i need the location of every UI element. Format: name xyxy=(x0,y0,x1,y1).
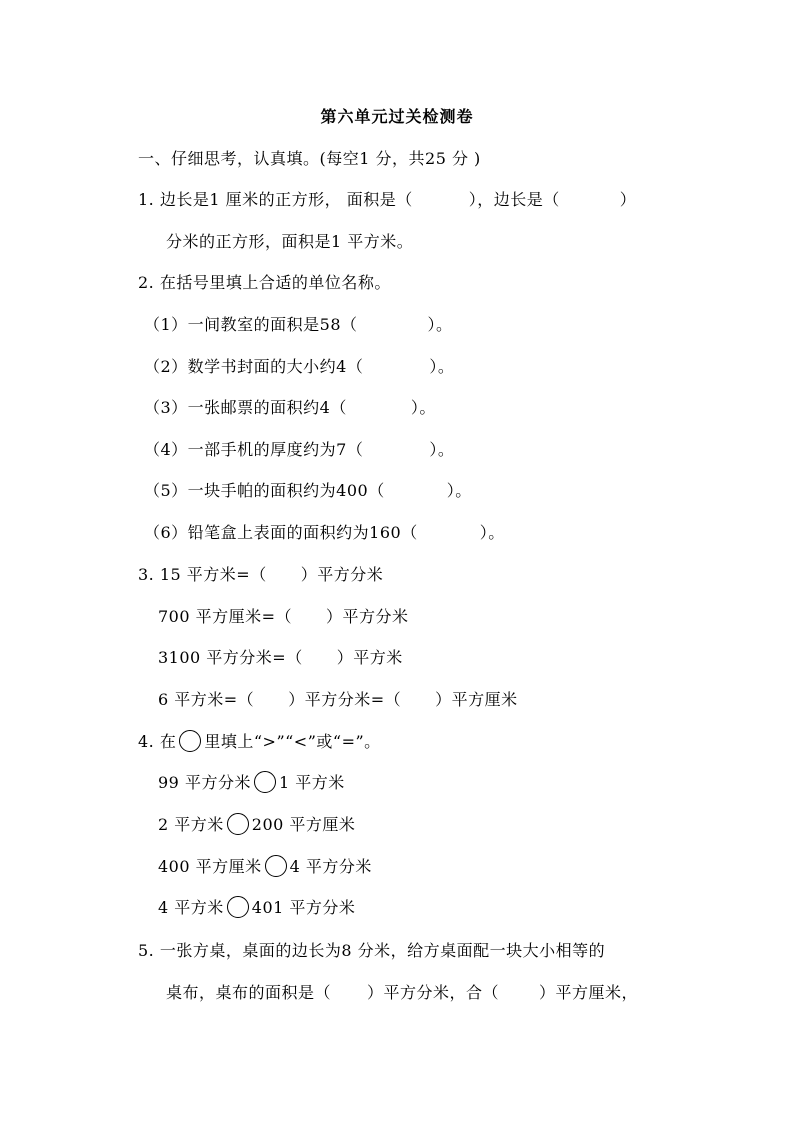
q3-text: ）平方厘米 xyxy=(435,690,518,709)
compare-right: 4 平方分米 xyxy=(289,857,372,876)
page-title: 第六单元过关检测卷 xyxy=(320,107,474,126)
compare-right: 1 平方米 xyxy=(278,773,345,792)
question-3-line xyxy=(158,606,409,628)
item-text: ）。 xyxy=(427,315,453,334)
item-text: （3）一张邮票的面积约4（ xyxy=(144,398,347,417)
question-3-line xyxy=(138,564,383,586)
question-3-line xyxy=(158,689,518,711)
question-5-line-2 xyxy=(166,982,638,1004)
q4-text: 4. 在 xyxy=(138,732,177,751)
compare-circle-icon xyxy=(179,730,201,752)
item-text: （5）一块手帕的面积约为400（ xyxy=(144,481,385,500)
question-2-item xyxy=(144,314,453,336)
item-text: ）。 xyxy=(446,481,472,500)
question-1-line-2: 分米的正方形，面积是1 平方米。 xyxy=(166,232,414,251)
item-text: （2）数学书封面的大小约4（ xyxy=(144,357,364,376)
question-2-item xyxy=(144,439,454,461)
q1-text-c: ） xyxy=(619,190,637,209)
q1-text-a: 1. 边长是1 厘米的正方形， 面积是（ xyxy=(138,190,413,209)
item-text: ）。 xyxy=(429,440,455,459)
question-3-line xyxy=(158,647,403,669)
q5-text: ）平方分米，合（ xyxy=(367,983,500,1002)
question-2-item xyxy=(144,356,454,378)
question-1-line-1 xyxy=(138,189,636,211)
compare-row xyxy=(158,814,355,837)
q3-text: 3100 平方分米=（ xyxy=(158,648,303,667)
question-2-stem: 2. 在括号里填上合适的单位名称。 xyxy=(138,273,391,292)
q3-text: 700 平方厘米=（ xyxy=(158,607,293,626)
compare-left: 400 平方厘米 xyxy=(158,857,262,876)
question-2-item xyxy=(144,480,472,502)
compare-circle[interactable] xyxy=(227,896,249,918)
q1-text-b: ），边长是（ xyxy=(468,190,560,209)
q3-text: ）平方分米 xyxy=(300,565,384,584)
item-text: （1）一间教室的面积是58（ xyxy=(144,315,358,334)
question-2-item xyxy=(144,522,505,544)
item-text: ）。 xyxy=(429,357,455,376)
item-text: （4）一部手机的厚度约为7（ xyxy=(144,440,364,459)
question-4-stem xyxy=(138,731,381,754)
q3-text: ）平方分米=（ xyxy=(288,690,402,709)
q3-text: ）平方分米 xyxy=(326,607,409,626)
compare-right: 200 平方厘米 xyxy=(251,815,356,834)
q5-text: 桌布，桌布的面积是（ xyxy=(166,983,332,1002)
compare-circle[interactable] xyxy=(254,771,276,793)
compare-row xyxy=(158,772,345,795)
question-5-line-1: 5. 一张方桌，桌面的边长为8 分米，给方桌面配一块大小相等的 xyxy=(138,941,606,960)
compare-left: 99 平方分米 xyxy=(158,773,251,792)
compare-right: 401 平方分米 xyxy=(251,898,356,917)
item-text: （6）铅笔盒上表面的面积约为160（ xyxy=(144,523,418,542)
compare-circle[interactable] xyxy=(227,813,249,835)
compare-left: 4 平方米 xyxy=(158,898,224,917)
item-text: ）。 xyxy=(479,523,505,542)
compare-row xyxy=(158,897,355,920)
q3-text: 6 平方米=（ xyxy=(158,690,255,709)
compare-circle[interactable] xyxy=(265,855,287,877)
q3-text: 3. 15 平方米=（ xyxy=(138,565,267,584)
compare-row xyxy=(158,856,372,879)
q4-text: 里填上“>”“<”或“=”。 xyxy=(204,732,381,751)
section-heading: 一、仔细思考，认真填。(每空1 分，共25 分 ) xyxy=(138,149,481,168)
q5-text: ）平方厘米， xyxy=(539,983,639,1002)
compare-left: 2 平方米 xyxy=(158,815,224,834)
item-text: ）。 xyxy=(410,398,436,417)
question-2-item xyxy=(144,397,436,419)
q3-text: ）平方米 xyxy=(336,648,403,667)
